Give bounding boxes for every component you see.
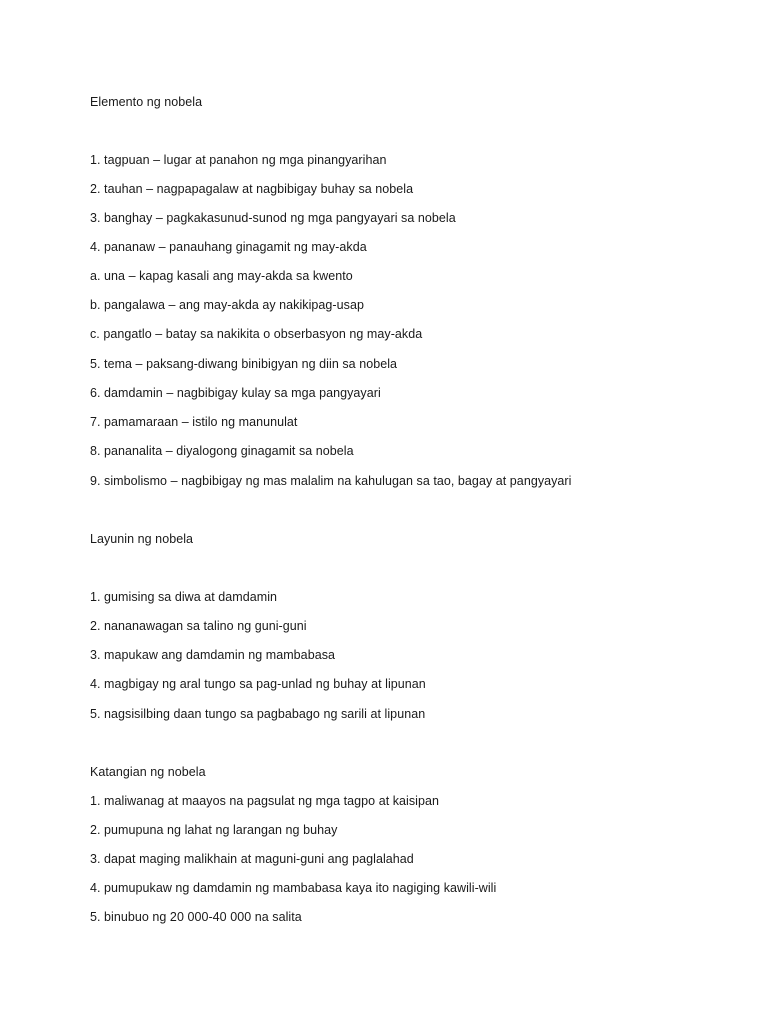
list-item: 1. tagpuan – lugar at panahon ng mga pinangyarihan (90, 153, 387, 167)
list-item: 4. pananaw – panauhang ginagamit ng may-akda (90, 240, 367, 254)
list-item: 8. pananalita – diyalogong ginagamit sa nobela (90, 444, 354, 458)
list-item: 1. maliwanag at maayos na pagsulat ng mga tagpo at kaisipan (90, 794, 440, 808)
list-item: 2. tauhan – nagpapagalaw at nagbibigay buhay sa nobela (90, 182, 414, 196)
list-item: 5. binubuo ng 20 000-40 000 na salita (90, 910, 302, 924)
list-item: b. pangalawa – ang may-akda ay nakikipag-usap (90, 298, 364, 312)
list-item: 6. damdamin – nagbibigay kulay sa mga pangyayari (90, 386, 381, 400)
list-item: 3. banghay – pagkakasunud-sunod ng mga pangyayari sa nobela (90, 211, 456, 225)
section-heading-elemento: Elemento ng nobela (90, 95, 203, 109)
list-item: 5. nagsisilbing daan tungo sa pagbabago ng sarili at lipunan (90, 707, 426, 721)
list-item: 3. mapukaw ang damdamin ng mambabasa (90, 648, 335, 662)
section-heading-layunin: Layunin ng nobela (90, 532, 194, 546)
section-heading-katangian: Katangian ng nobela (90, 765, 206, 779)
list-item: a. una – kapag kasali ang may-akda sa kwento (90, 269, 353, 283)
list-item: 7. pamamaraan – istilo ng manunulat (90, 415, 298, 429)
list-item: 4. pumupukaw ng damdamin ng mambabasa kaya ito nagiging kawili-wili (90, 881, 497, 895)
list-item: 3. dapat maging malikhain at maguni-guni ang paglalahad (90, 852, 414, 866)
list-item: 2. nananawagan sa talino ng guni-guni (90, 619, 307, 633)
list-item: 1. gumising sa diwa at damdamin (90, 590, 278, 604)
list-item: c. pangatlo – batay sa nakikita o obserbasyon ng may-akda (90, 327, 423, 341)
list-item: 9. simbolismo – nagbibigay ng mas malalim na kahulugan sa tao, bagay at pangyayari (90, 474, 572, 488)
list-item: 2. pumupuna ng lahat ng larangan ng buhay (90, 823, 338, 837)
list-item: 5. tema – paksang-diwang binibigyan ng diin sa nobela (90, 357, 398, 371)
list-item: 4. magbigay ng aral tungo sa pag-unlad ng buhay at lipunan (90, 677, 426, 691)
